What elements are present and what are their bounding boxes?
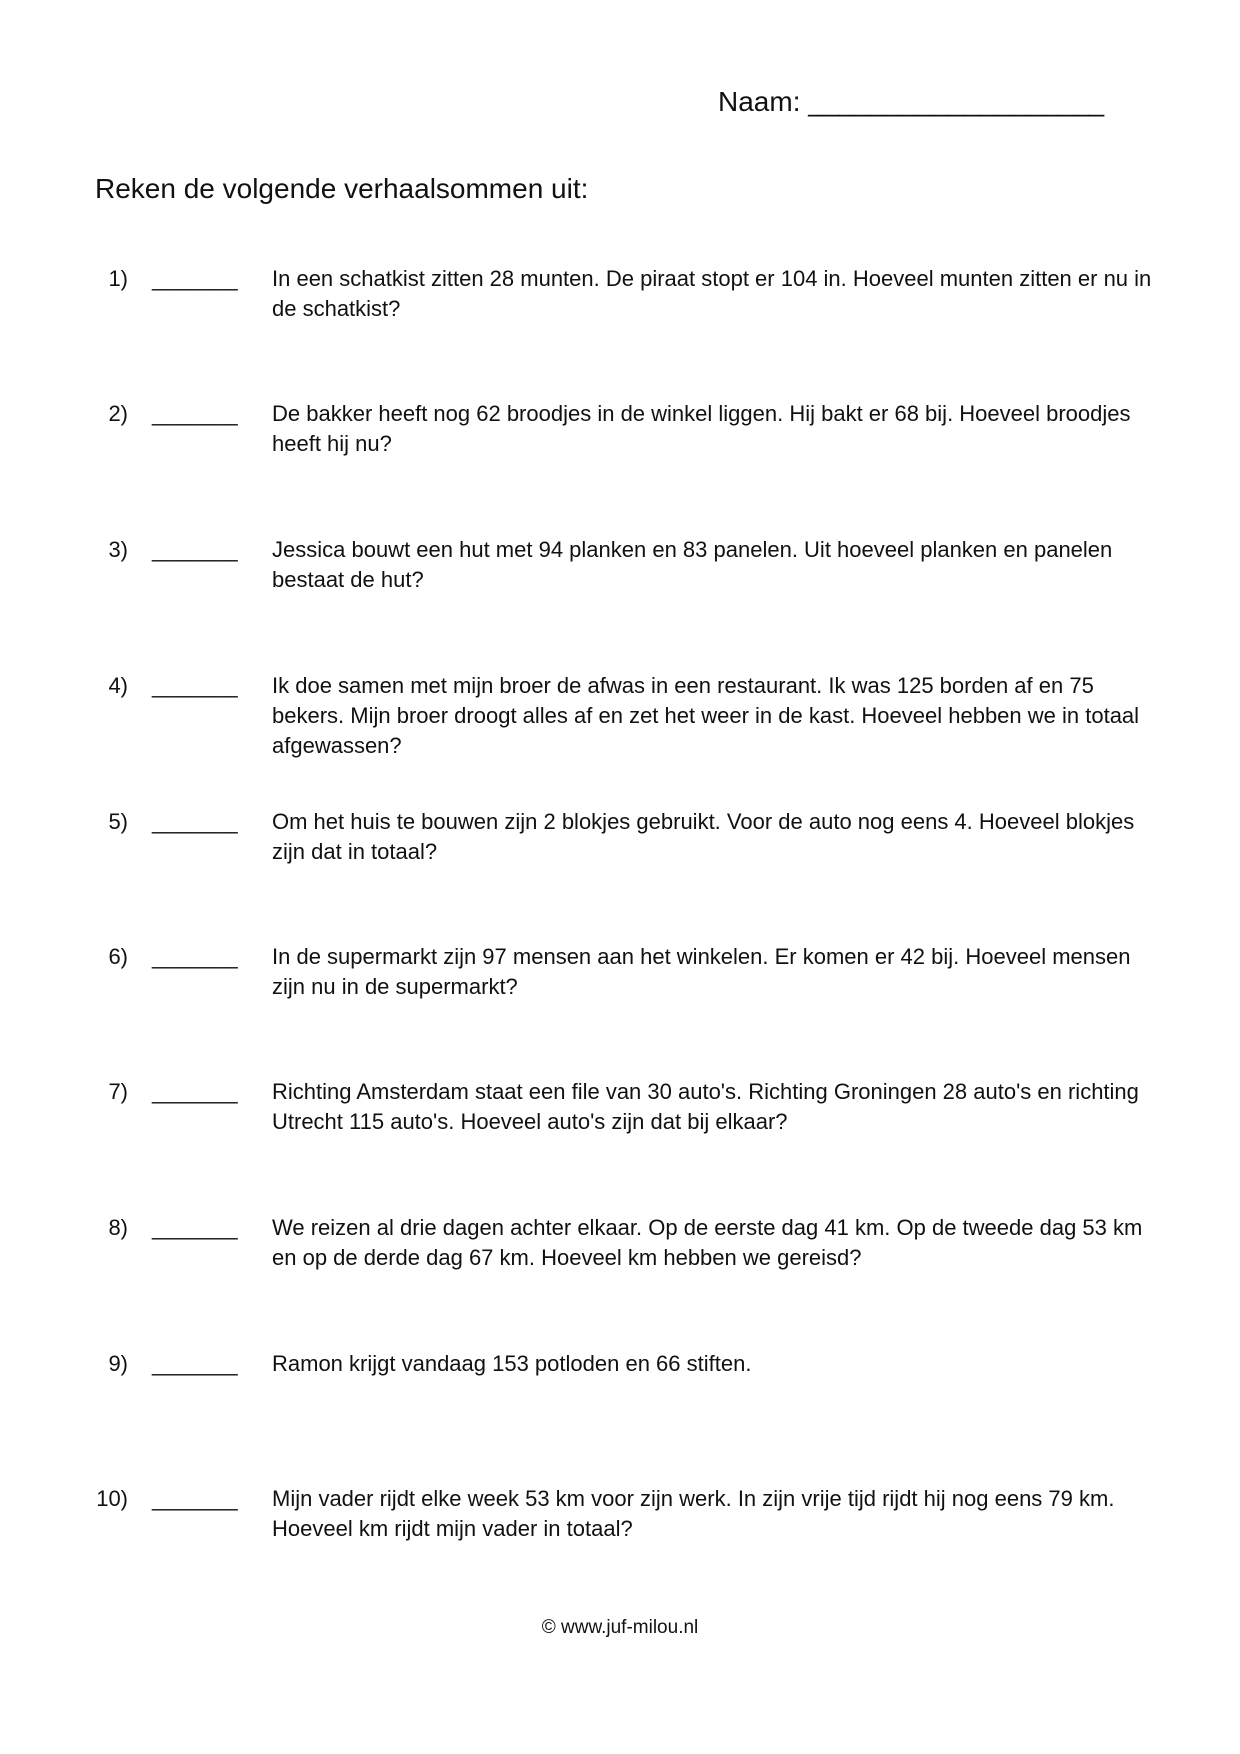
answer-blank: _______ xyxy=(152,809,238,834)
exercise-number: 4) xyxy=(108,673,128,698)
exercise-number: 5) xyxy=(108,809,128,834)
answer-blank: _______ xyxy=(152,1486,238,1511)
exercise-number: 7) xyxy=(108,1079,128,1104)
answer-blank: _______ xyxy=(152,1351,238,1376)
exercise-number: 10) xyxy=(96,1486,128,1511)
answer-blank: _______ xyxy=(152,944,238,969)
exercise-text: In de supermarkt zijn 97 mensen aan het winkelen. Er komen er 42 bij. Hoeveel mensen zijn nu in de supermarkt? xyxy=(272,944,1131,999)
exercise-text: Ik doe samen met mijn broer de afwas in een restaurant. Ik was 125 borden af en 75 bekers. Mijn broer droogt alles af en zet het weer in de kast. Hoeveel hebben we in totaal afgewassen? xyxy=(272,673,1140,758)
instruction-heading: Reken de volgende verhaalsommen uit: xyxy=(95,173,589,204)
answer-blank: _______ xyxy=(152,266,238,291)
answer-blank: _______ xyxy=(152,1215,238,1240)
exercise-text: Ramon krijgt vandaag 153 potloden en 66 stiften. xyxy=(272,1351,752,1376)
answer-blank: _______ xyxy=(152,401,238,426)
exercise-text: Om het huis te bouwen zijn 2 blokjes gebruikt. Voor de auto nog eens 4. Hoeveel blokjes zijn dat in totaal? xyxy=(272,809,1135,864)
copyright-footer: © www.juf-milou.nl xyxy=(541,1617,699,1638)
exercise-number: 1) xyxy=(108,266,128,291)
exercise-text: Richting Amsterdam staat een file van 30 auto's. Richting Groningen 28 auto's en richting Utrecht 115 auto's. Hoeveel auto's zijn dat bij elkaar? xyxy=(272,1079,1139,1134)
exercise-number: 8) xyxy=(108,1215,128,1240)
answer-blank: _______ xyxy=(152,537,238,562)
exercise-number: 2) xyxy=(108,401,128,426)
name-field-label: Naam: ___________________ xyxy=(718,86,1105,117)
exercise-text: De bakker heeft nog 62 broodjes in de winkel liggen. Hij bakt er 68 bij. Hoeveel broodjes heeft hij nu? xyxy=(272,401,1131,456)
exercise-number: 9) xyxy=(108,1351,128,1376)
exercise-text: In een schatkist zitten 28 munten. De piraat stopt er 104 in. Hoeveel munten zitten er nu in de schatkist? xyxy=(272,266,1152,321)
exercise-number: 6) xyxy=(108,944,128,969)
exercise-text: We reizen al drie dagen achter elkaar. Op de eerste dag 41 km. Op de tweede dag 53 km en op de derde dag 67 km. Hoeveel km hebben we gereisd? xyxy=(272,1215,1143,1270)
answer-blank: _______ xyxy=(152,1079,238,1104)
exercise-text: Mijn vader rijdt elke week 53 km voor zijn werk. In zijn vrije tijd rijdt hij nog eens 79 km. Hoeveel km rijdt mijn vader in totaal? xyxy=(272,1486,1115,1541)
exercise-number: 3) xyxy=(108,537,128,562)
exercise-text: Jessica bouwt een hut met 94 planken en 83 panelen. Uit hoeveel planken en panelen bestaat de hut? xyxy=(272,537,1113,592)
answer-blank: _______ xyxy=(152,673,238,698)
